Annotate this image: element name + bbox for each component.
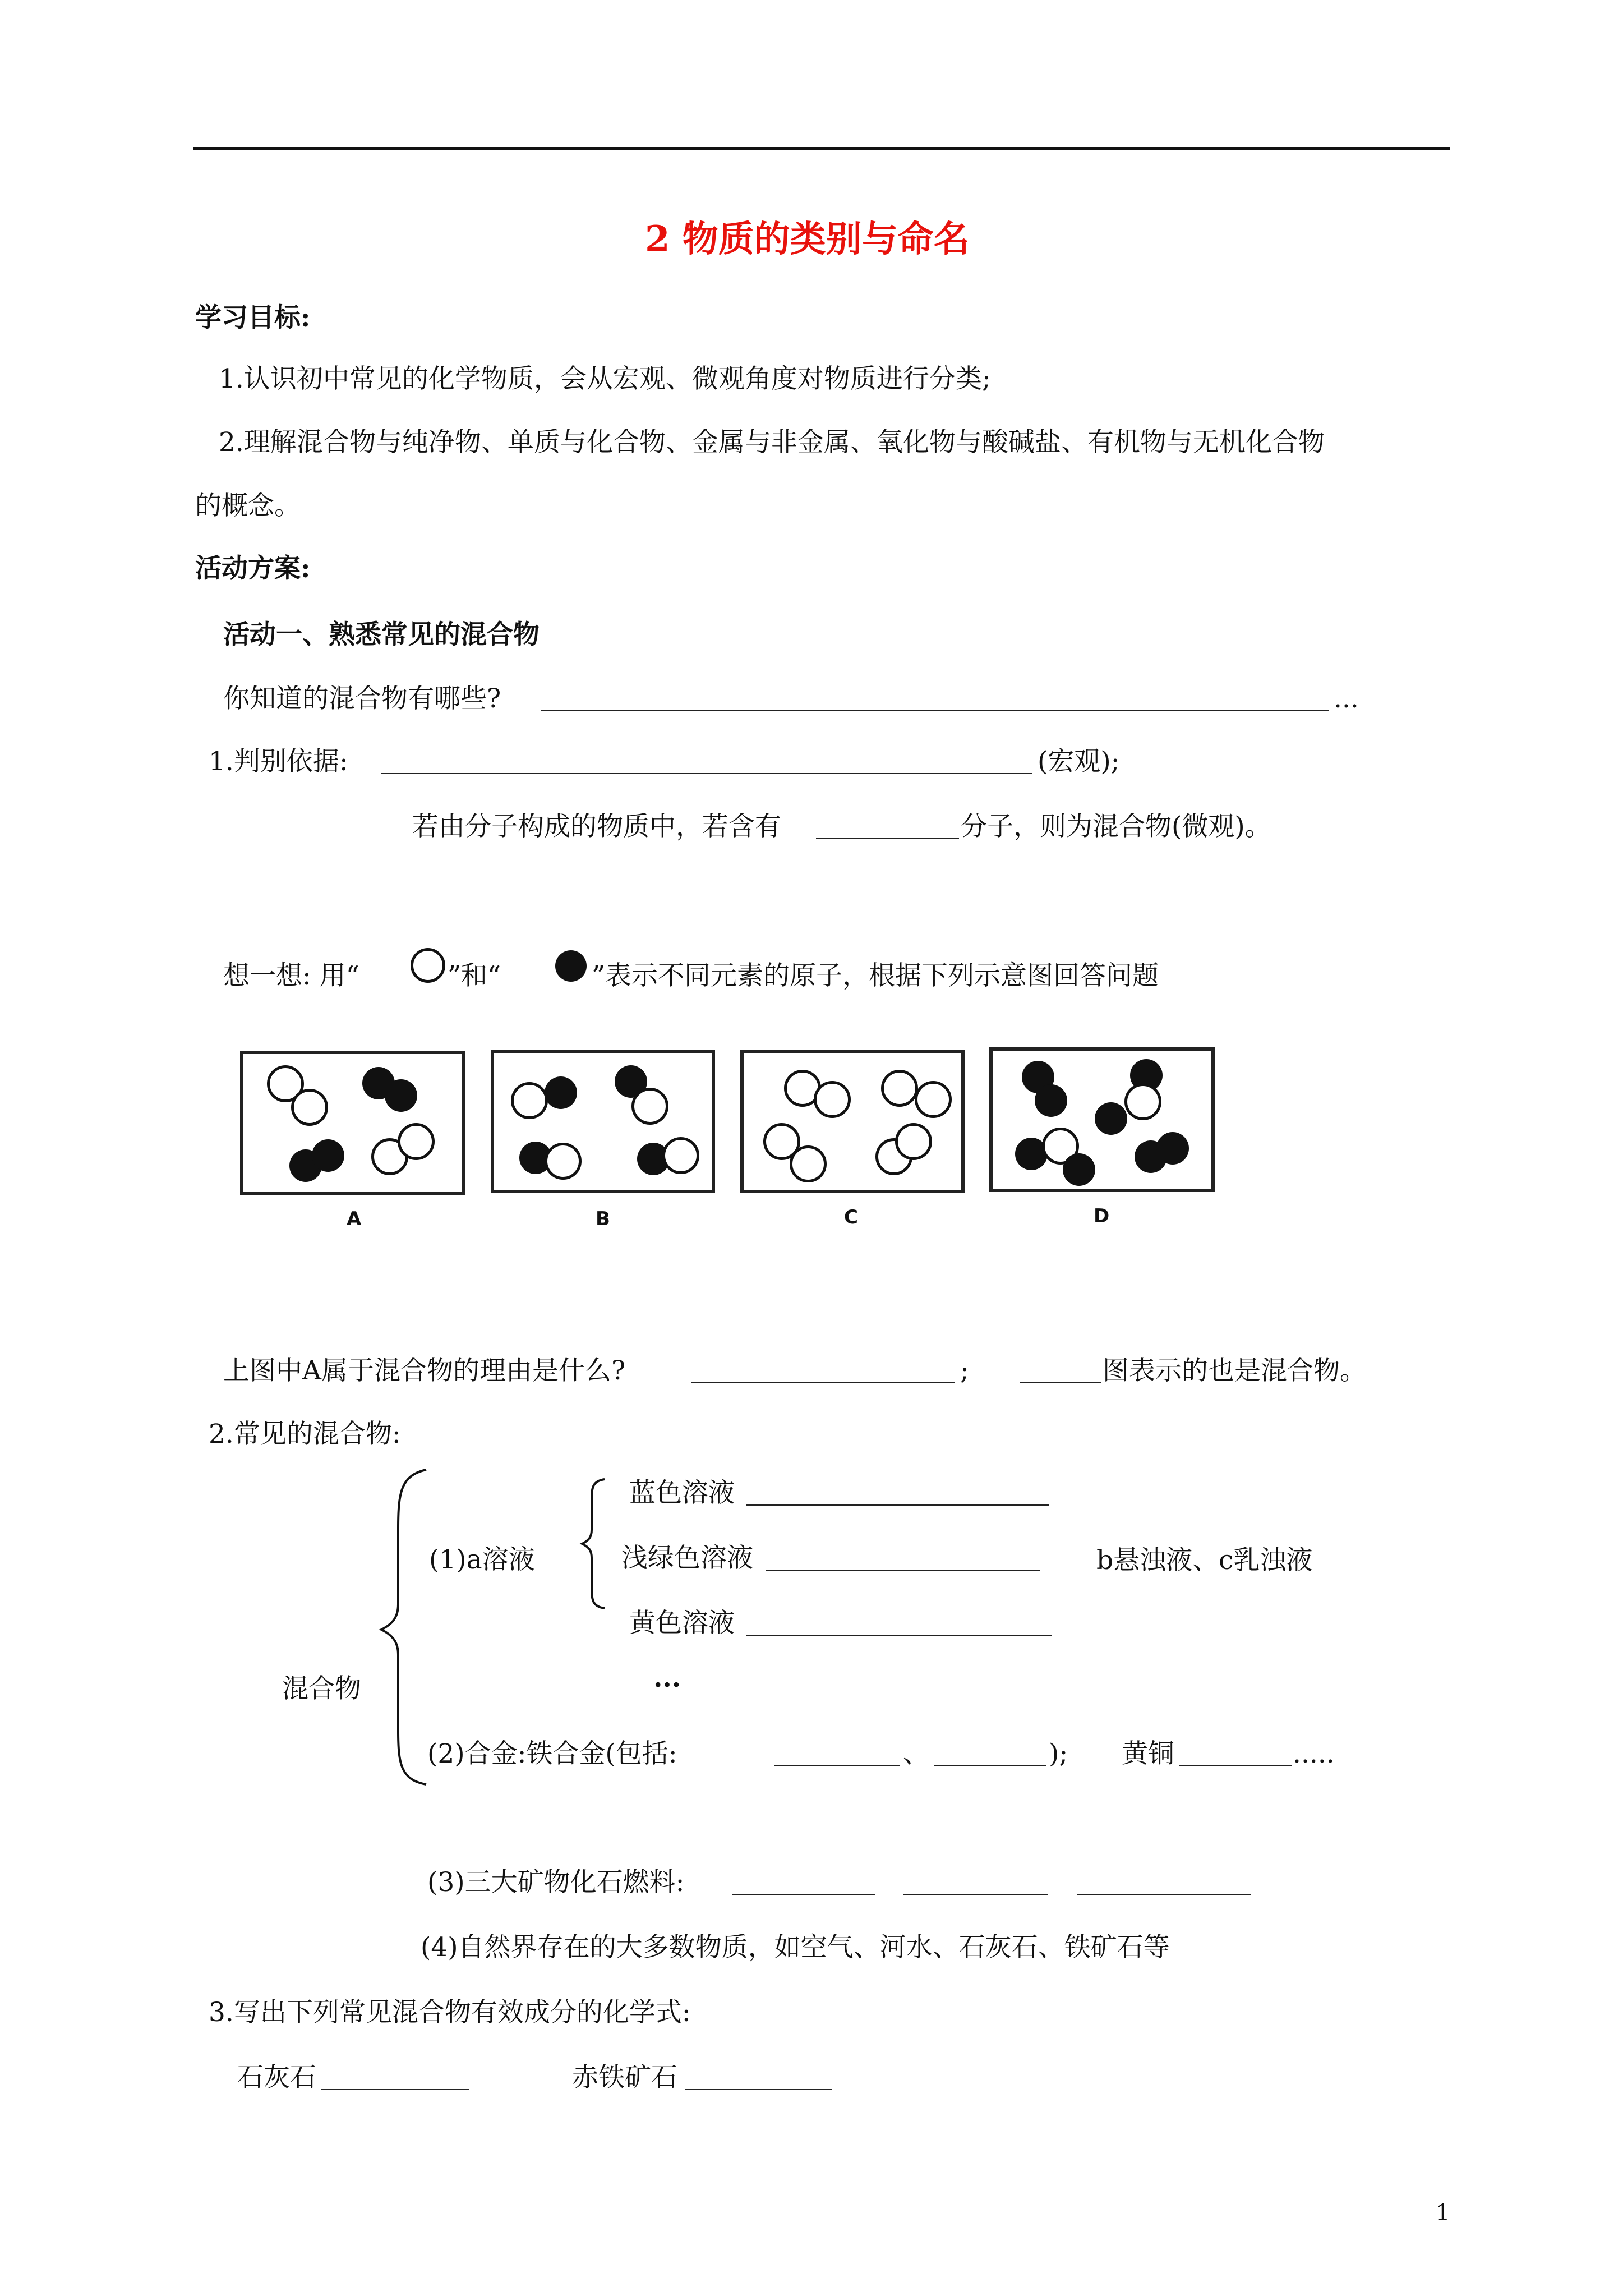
plan-heading: 活动方案:	[195, 553, 311, 584]
page-number: 1	[1436, 2200, 1450, 2226]
black-atom-icon	[312, 1139, 344, 1172]
white-atom-icon	[411, 948, 445, 983]
black-atom-icon	[545, 1076, 577, 1109]
alloy-close: );	[1049, 1738, 1068, 1769]
hematite-label: 赤铁矿石	[572, 2062, 677, 2093]
answer-blank-blue[interactable]	[746, 1504, 1049, 1506]
think-prefix: 想一想: 用“	[223, 960, 359, 991]
white-atom-icon	[790, 1145, 827, 1182]
white-atom-icon	[881, 1070, 918, 1107]
objectives-heading: 学习目标:	[195, 302, 311, 333]
lightgreen-solution-label: 浅绿色溶液	[621, 1543, 753, 1573]
answer-blank-hematite[interactable]	[685, 2089, 832, 2090]
solution-ellipsis: ...	[653, 1663, 681, 1694]
white-atom-icon	[511, 1082, 548, 1119]
objective-2-line1: 2.理解混合物与纯净物、单质与化合物、金属与非金属、氧化物与酸碱盐、有机物与无机化合物	[219, 427, 1325, 458]
blue-solution-label: 蓝色溶液	[629, 1478, 735, 1508]
answer-blank-criteria[interactable]	[381, 773, 1032, 774]
yellow-solution-label: 黄色溶液	[629, 1608, 735, 1639]
small-brace	[578, 1476, 611, 1611]
common-mixtures-heading: 2.常见的混合物:	[209, 1419, 401, 1450]
answer-blank-lightgreen[interactable]	[766, 1570, 1040, 1571]
solution-label: (1)a溶液	[429, 1544, 535, 1575]
suspension-label: b悬浊液、c乳浊液	[1096, 1545, 1313, 1576]
answer-blank-reason[interactable]	[691, 1382, 955, 1383]
micro-prefix: 若由分子构成的物质中，若含有	[412, 811, 781, 842]
answer-blank-fossil-1[interactable]	[732, 1894, 875, 1895]
white-atom-icon	[814, 1081, 851, 1118]
objective-1: 1.认识初中常见的化学物质，会从宏观、微观角度对物质进行分类;	[219, 364, 991, 394]
alloy-prefix: (2)合金:铁合金(包括:	[427, 1738, 677, 1769]
black-atom-icon	[1063, 1153, 1095, 1186]
answer-blank-limestone[interactable]	[321, 2089, 469, 2090]
answer-blank-alloy-2[interactable]	[934, 1765, 1046, 1766]
answer-blank-molecule[interactable]	[816, 838, 959, 839]
answer-blank-fossil-2[interactable]	[903, 1894, 1048, 1895]
black-atom-icon	[1095, 1102, 1127, 1135]
reason-question: 上图中A属于混合物的理由是什么?	[223, 1355, 626, 1386]
white-atom-icon	[895, 1123, 932, 1160]
black-atom-icon	[555, 950, 587, 982]
header-rule	[193, 147, 1450, 150]
big-brace	[376, 1467, 432, 1787]
black-atom-icon	[1035, 1084, 1067, 1117]
answer-blank-alloy-1[interactable]	[774, 1765, 900, 1766]
white-atom-icon	[631, 1088, 668, 1125]
think-suffix: ”表示不同元素的原子，根据下列示意图回答问题	[592, 960, 1159, 991]
white-atom-icon	[545, 1143, 582, 1180]
answer-blank-fossil-3[interactable]	[1077, 1894, 1251, 1895]
black-atom-icon	[385, 1079, 417, 1112]
diagram-box-c	[740, 1050, 965, 1193]
diagram-box-b	[491, 1050, 715, 1193]
alloy-separator: 、	[903, 1738, 929, 1769]
diagram-box-d	[989, 1047, 1215, 1192]
diagram-box-a	[240, 1051, 465, 1195]
think-mid: ”和“	[448, 960, 501, 991]
diagram-label-b: B	[596, 1208, 610, 1230]
brass-label: 黄铜	[1122, 1738, 1174, 1769]
white-atom-icon	[291, 1089, 328, 1126]
also-mixture-text: 图表示的也是混合物。	[1103, 1355, 1366, 1386]
question-mixtures: 你知道的混合物有哪些?	[223, 683, 501, 714]
limestone-label: 石灰石	[237, 2062, 316, 2093]
white-atom-icon	[915, 1081, 952, 1118]
diagram-label-a: A	[347, 1208, 362, 1230]
answer-blank-also-mixture[interactable]	[1020, 1382, 1101, 1383]
question-end-dots: ...	[1334, 683, 1359, 714]
white-atom-icon	[398, 1123, 435, 1160]
white-atom-icon	[662, 1137, 699, 1174]
brass-end-dots: .....	[1293, 1738, 1335, 1769]
objective-2-line2: 的概念。	[195, 490, 301, 521]
diagram-label-d: D	[1094, 1205, 1110, 1227]
micro-suffix: 分子，则为混合物(微观)。	[961, 811, 1271, 842]
page-title: 2 物质的类别与命名	[645, 218, 970, 260]
answer-blank-brass[interactable]	[1179, 1765, 1292, 1766]
criteria-end: (宏观);	[1038, 746, 1120, 777]
formulas-heading: 3.写出下列常见混合物有效成分的化学式:	[209, 1997, 691, 2028]
white-atom-icon	[1124, 1083, 1161, 1120]
natural-substances-text: (4)自然界存在的大多数物质，如空气、河水、石灰石、铁矿石等	[421, 1932, 1170, 1963]
criteria-label: 1.判别依据:	[209, 746, 348, 777]
black-atom-icon	[1156, 1132, 1189, 1165]
reason-separator: ;	[960, 1355, 969, 1386]
activity-1-heading: 活动一、熟悉常见的混合物	[223, 619, 540, 650]
mixture-label: 混合物	[282, 1673, 361, 1704]
answer-blank-mixtures[interactable]	[541, 710, 1329, 711]
fossil-fuels-label: (3)三大矿物化石燃料:	[427, 1867, 685, 1898]
diagram-label-c: C	[844, 1206, 858, 1228]
answer-blank-yellow[interactable]	[746, 1635, 1052, 1636]
